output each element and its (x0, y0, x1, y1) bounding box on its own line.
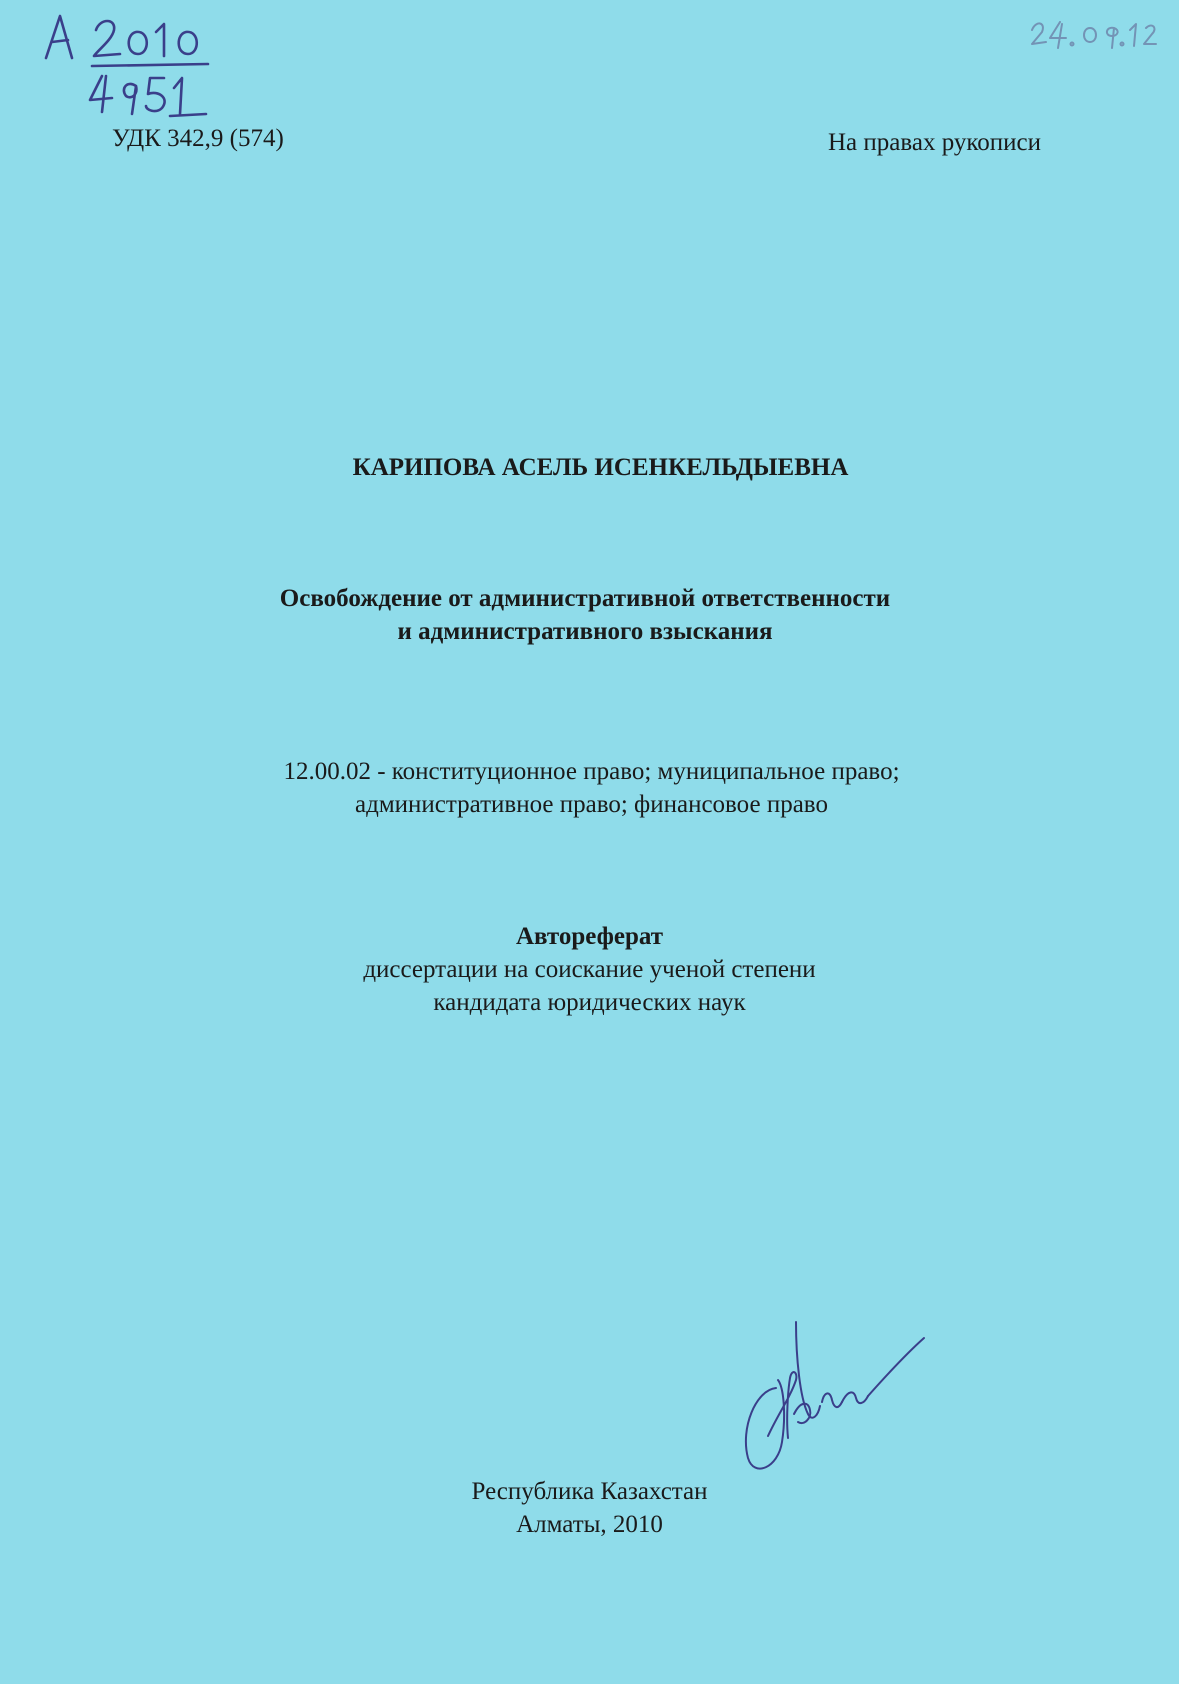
specialty-line-2: административное право; финансовое право (355, 791, 828, 818)
publication-place (0, 1475, 1179, 1541)
author-signature (738, 1318, 928, 1478)
abstract-line-1: диссертации на соискание ученой степени (363, 956, 816, 983)
handwritten-date-mark (1028, 14, 1158, 60)
handwritten-catalog-mark (40, 10, 290, 125)
udk-code: УДК 342,9 (574) (112, 125, 284, 152)
country-line: Республика Казахстан (471, 1478, 708, 1505)
title-line-2: и административного взыскания (397, 618, 773, 645)
specialty-code (0, 755, 1183, 821)
specialty-line-1: 12.00.02 - конституционное право; муниципальное право; (283, 758, 900, 785)
author-name-text: КАРИПОВА АСЕЛЬ ИСЕНКЕЛЬДЫЕВНА (352, 454, 849, 481)
manuscript-rights-note: На правах рукописи (828, 129, 1041, 156)
city-year-line: Алматы, 2010 (516, 1511, 663, 1538)
page-edge (1179, 0, 1191, 1684)
abstract-block (0, 920, 1179, 1019)
author-name (0, 454, 1179, 482)
abstract-heading: Автореферат (515, 923, 664, 950)
abstract-line-2: кандидата юридических наук (433, 989, 746, 1016)
dissertation-title (0, 582, 1170, 648)
title-line-1: Освобождение от административной ответственности (279, 585, 891, 612)
